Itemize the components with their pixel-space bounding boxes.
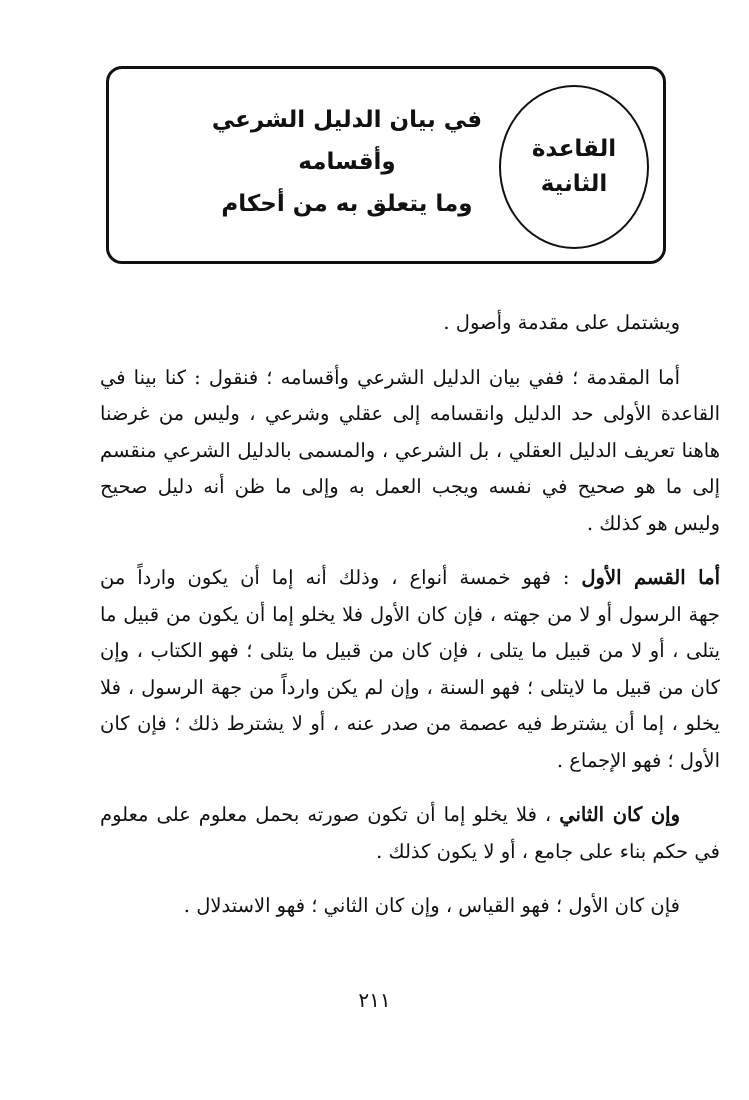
paragraph-line bbox=[100, 560, 720, 597]
section-lead: أما القسم الأول bbox=[581, 566, 720, 589]
paragraph-line bbox=[100, 797, 720, 834]
paragraph-line: القاعدة الأولى حد الدليل وانقسامه إلى عقلي وشرعي ، وليس من غرضنا bbox=[100, 402, 720, 425]
paragraph-line: الأول ؛ فهو الإجماع . bbox=[556, 748, 720, 772]
paragraph-line: جهة الرسول أو لا من جهته ، فإن كان الأول فلا يخلو إما أن يكون من قبيل ما bbox=[100, 602, 720, 626]
paragraph-text: : فهو خمسة أنواع ، وذلك أنه إما أن يكون وارداً من bbox=[100, 566, 570, 589]
paragraph-line: في حكم بناء على جامع ، أو لا يكون كذلك . bbox=[376, 839, 720, 863]
rule-number-oval bbox=[499, 85, 649, 249]
paragraph-line: يتلى ، أو لا من قبيل ما يتلى ، فإن كان من قبيل ما يتلى ؛ فهو الكتاب ، وإن bbox=[100, 639, 720, 662]
paragraph-line: فإن كان الأول ؛ فهو القياس ، وإن كان الثاني ؛ فهو الاستدلال . bbox=[183, 894, 680, 917]
rule-label: القاعدة bbox=[531, 136, 617, 162]
body-text bbox=[100, 305, 720, 925]
chapter-title bbox=[197, 99, 497, 225]
chapter-title-line: وأقسامه bbox=[298, 149, 396, 175]
paragraph-line: يخلو ، إما أن يشترط فيه عصمة من صدر عنه ، أو لا يشترط ذلك ؛ فإن كان bbox=[100, 712, 720, 735]
paragraph-line: أما المقدمة ؛ ففي بيان الدليل الشرعي وأقسامه ؛ فنقول : كنا بينا في bbox=[100, 365, 680, 389]
chapter-title-line: في بيان الدليل الشرعي bbox=[211, 107, 483, 133]
intro-line: ويشتمل على مقدمة وأصول . bbox=[443, 311, 680, 334]
section-lead: وإن كان الثاني bbox=[559, 803, 680, 826]
chapter-header-box bbox=[106, 66, 666, 264]
paragraph-line: إلى ما هو صحيح في نفسه ويجب العمل به وإلى ما ظن أنه دليل صحيح bbox=[100, 475, 720, 498]
paragraph-text: ، فلا يخلو إما أن تكون صورته بحمل معلوم على معلوم bbox=[100, 803, 552, 826]
paragraph-line: كان من قبيل ما لايتلى ؛ فهو السنة ، وإن لم يكن وارداً من جهة الرسول ، فلا bbox=[100, 675, 720, 699]
paragraph-line: وليس هو كذلك . bbox=[586, 511, 720, 535]
page-number: ٢١١ bbox=[358, 988, 391, 1012]
chapter-title-line: وما يتعلق به من أحكام bbox=[221, 191, 473, 217]
paragraph-line: هاهنا تعريف الدليل العقلي ، بل الشرعي ، والمسمى بالدليل الشرعي منقسم bbox=[100, 438, 720, 462]
rule-ordinal: الثانية bbox=[540, 171, 608, 197]
